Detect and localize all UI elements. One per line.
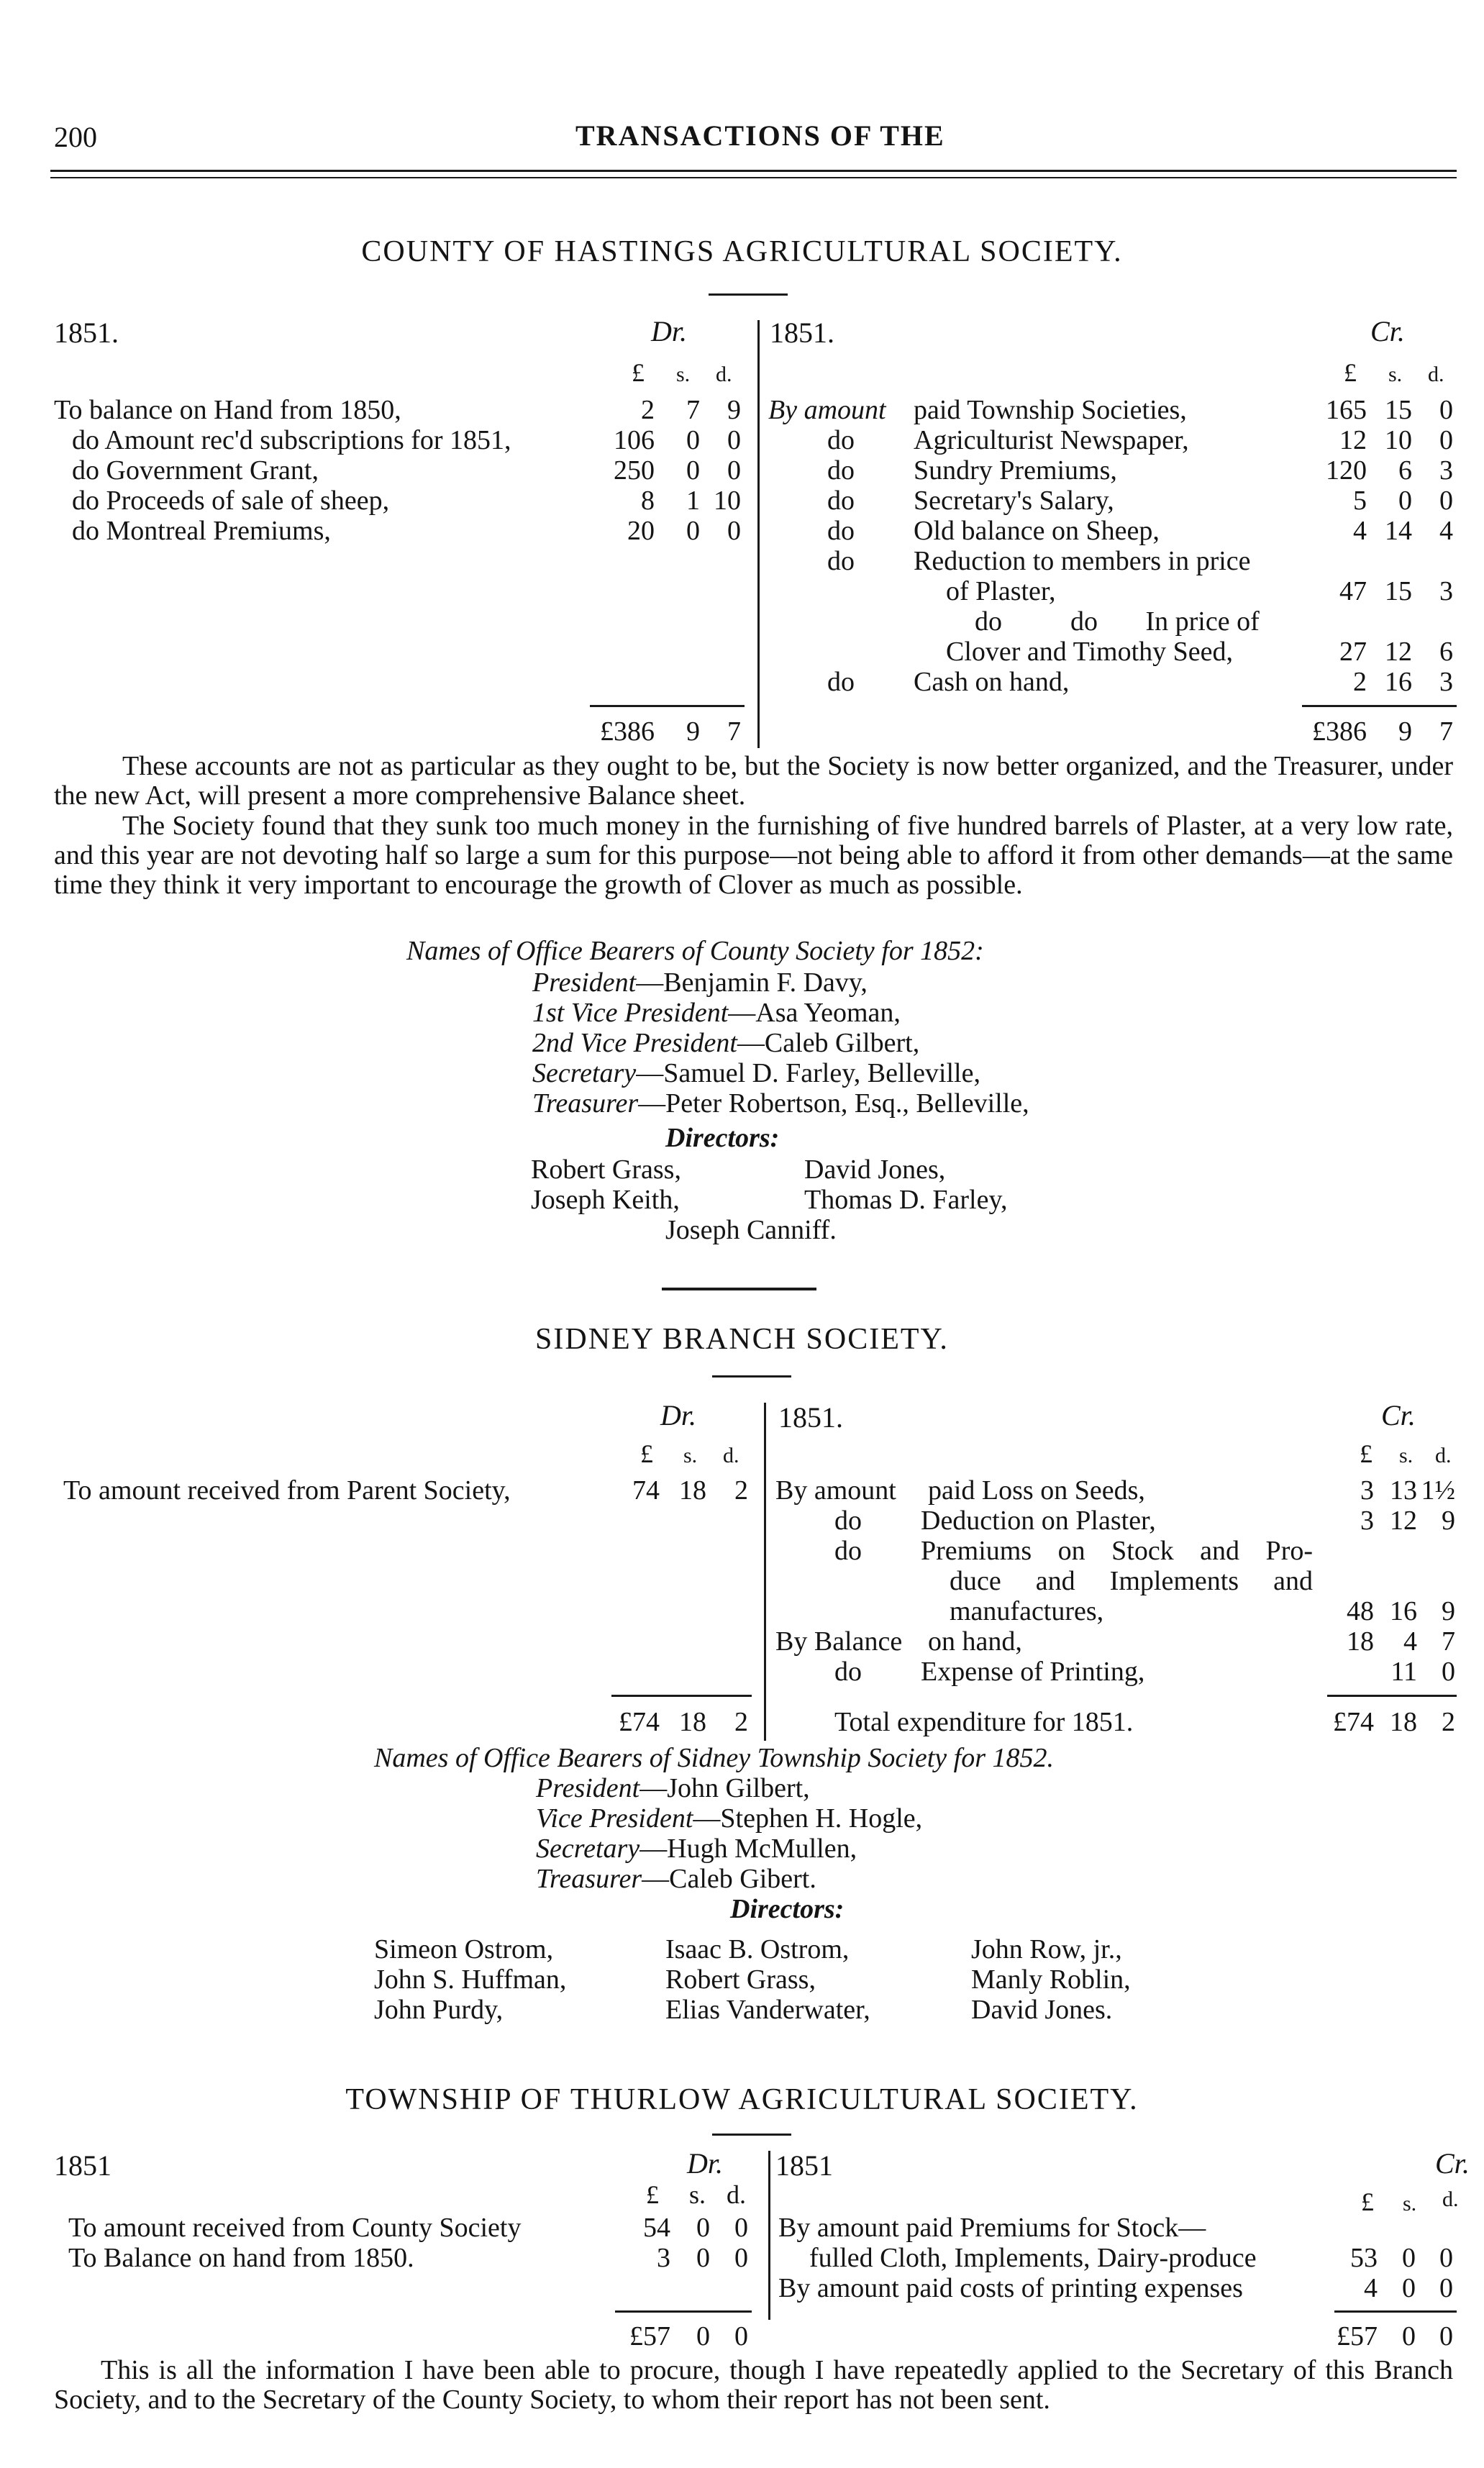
credit-prefix: do — [834, 1657, 862, 1687]
officer-role: Treasurer — [532, 1088, 639, 1119]
credit-label: do do In price of — [975, 606, 1260, 637]
debit-shillings: 18 — [679, 1475, 706, 1506]
officer-row: Treasurer—Caleb Gibert. — [536, 1864, 816, 1894]
credit-shillings: 4 — [1403, 1626, 1417, 1657]
county-dr-pound-header: £ — [632, 358, 645, 387]
credit-pence: 9 — [1442, 1596, 1455, 1626]
credit-shillings: 15 — [1385, 395, 1412, 425]
county-center-rule — [757, 320, 760, 748]
debit-pounds: 74 — [632, 1475, 660, 1506]
director-name: Thomas D. Farley, — [804, 1185, 1008, 1215]
debit-pence: 10 — [714, 486, 741, 516]
sidney-cr-shilling-header: s. — [1399, 1444, 1414, 1467]
credit-label: Cash on hand, — [914, 667, 1070, 697]
credit-shillings: 6 — [1398, 455, 1412, 486]
county-directors-heading: Directors: — [665, 1123, 780, 1153]
credit-shillings: 13 — [1390, 1475, 1417, 1506]
thurlow-total-rule-right — [1334, 2310, 1457, 2313]
credit-pounds: 5 — [1353, 486, 1367, 516]
credit-pounds: 18 — [1347, 1626, 1374, 1657]
credit-shillings: 16 — [1385, 667, 1412, 697]
total-pounds: £74 — [1333, 1707, 1374, 1737]
director-name: Manly Roblin, — [971, 1964, 1131, 1995]
debit-pounds: 54 — [643, 2213, 670, 2243]
director-name: Robert Grass, — [665, 1964, 816, 1995]
total-shillings: 18 — [1390, 1707, 1417, 1737]
credit-shillings: 12 — [1385, 637, 1412, 667]
credit-shillings: 16 — [1390, 1596, 1417, 1626]
county-left-year: 1851. — [54, 317, 119, 349]
debit-label: do Proceeds of sale of sheep, — [72, 486, 390, 516]
officer-name: John Gilbert, — [667, 1773, 810, 1803]
credit-label: duce and Implements and — [950, 1566, 1313, 1596]
total-pence: 2 — [734, 1707, 748, 1737]
county-paragraph-1: These accounts are not as particular as they ought to be, but the Society is now better organized, and the Treasurer, under the new Act, will present a more comprehensive Balance sheet. — [54, 751, 1453, 811]
officer-name: Stephen H. Hogle, — [720, 1803, 923, 1834]
total-shillings: 0 — [1402, 2321, 1416, 2351]
director-name: Joseph Canniff. — [665, 1215, 837, 1245]
sidney-directors-heading: Directors: — [730, 1894, 845, 1924]
credit-label: paid Township Societies, — [914, 395, 1187, 425]
director-name: Joseph Keith, — [531, 1185, 680, 1215]
county-title: COUNTY OF HASTINGS AGRICULTURAL SOCIETY. — [361, 235, 1123, 268]
debit-pence: 0 — [734, 2243, 748, 2273]
total-shillings: 9 — [686, 716, 700, 747]
debit-pounds: 2 — [641, 395, 655, 425]
debit-label: do Amount rec'd subscriptions for 1851, — [72, 425, 511, 455]
county-cr-label: Cr. — [1370, 315, 1405, 347]
credit-pence: 0 — [1442, 1657, 1455, 1687]
debit-label: To amount received from Parent Society, — [63, 1475, 511, 1506]
debit-shillings: 0 — [686, 516, 700, 546]
credit-shillings: 0 — [1402, 2273, 1416, 2303]
debit-label: To amount received from County Society — [68, 2213, 522, 2243]
officer-name: Caleb Gibert. — [669, 1864, 816, 1894]
credit-shillings: 0 — [1398, 486, 1412, 516]
sidney-title: SIDNEY BRANCH SOCIETY. — [535, 1323, 949, 1356]
credit-pounds: 3 — [1360, 1506, 1374, 1536]
officer-row: Secretary—Samuel D. Farley, Belleville, — [532, 1058, 980, 1088]
credit-label: manufactures, — [950, 1596, 1104, 1626]
officer-name: Caleb Gilbert, — [764, 1028, 920, 1058]
director-name: John Purdy, — [374, 1995, 504, 2025]
credit-label: Old balance on Sheep, — [914, 516, 1160, 546]
credit-shillings: 10 — [1385, 425, 1412, 455]
total-pounds: £57 — [1337, 2321, 1378, 2351]
debit-label: do Montreal Premiums, — [72, 516, 331, 546]
thurlow-cr-pence-header: d. — [1442, 2187, 1459, 2211]
credit-pence: 1½ — [1421, 1475, 1455, 1506]
thurlow-cr-pound-header: £ — [1361, 2187, 1374, 2216]
credit-prefix: By amount — [775, 1475, 896, 1506]
credit-pence: 0 — [1439, 2273, 1453, 2303]
total-shillings: 0 — [696, 2321, 710, 2351]
credit-pence: 9 — [1442, 1506, 1455, 1536]
officer-role: Treasurer — [536, 1864, 642, 1894]
officer-name: Hugh McMullen, — [667, 1834, 857, 1864]
credit-label: on hand, — [928, 1626, 1022, 1657]
credit-shillings: 14 — [1385, 516, 1412, 546]
director-name: David Jones. — [971, 1995, 1113, 2025]
officer-row: President—Benjamin F. Davy, — [532, 967, 868, 998]
credit-pounds: 12 — [1339, 425, 1367, 455]
credit-prefix: do — [827, 455, 855, 486]
credit-label: Clover and Timothy Seed, — [946, 637, 1234, 667]
thurlow-right-year: 1851 — [775, 2149, 833, 2182]
thurlow-dr-label: Dr. — [687, 2147, 724, 2180]
officer-name: Samuel D. Farley, Belleville, — [663, 1058, 980, 1088]
debit-shillings: 0 — [686, 425, 700, 455]
total-pence: 0 — [734, 2321, 748, 2351]
thurlow-dr-shilling-header: s. — [689, 2180, 706, 2209]
county-total-rule-left — [590, 705, 745, 707]
director-name: Simeon Ostrom, — [374, 1934, 554, 1964]
thurlow-cr-label: Cr. — [1435, 2147, 1470, 2180]
officer-name: Peter Robertson, Esq., Belleville, — [665, 1088, 1029, 1119]
total-pence: 7 — [1439, 716, 1453, 747]
credit-pounds: 120 — [1326, 455, 1367, 486]
credit-prefix: do — [827, 425, 855, 455]
officer-role: 1st Vice President — [532, 998, 729, 1028]
debit-pounds: 106 — [614, 425, 655, 455]
credit-pounds: 4 — [1364, 2273, 1378, 2303]
debit-pounds: 20 — [627, 516, 655, 546]
thurlow-closing-paragraph: This is all the information I have been able to procure, though I have repeatedly applied to the Secretary of this Branch Society, and to the Secretary of the County Society, to whom their report has not been sent. — [54, 2355, 1453, 2415]
credit-label: By amount paid costs of printing expenses — [778, 2273, 1243, 2303]
page-number: 200 — [54, 121, 97, 153]
credit-label: Reduction to members in price — [914, 546, 1251, 576]
debit-pence: 9 — [727, 395, 741, 425]
debit-shillings: 0 — [696, 2213, 710, 2243]
officer-row: Vice President—Stephen H. Hogle, — [536, 1803, 923, 1834]
total-pounds: £386 — [600, 716, 655, 747]
credit-pounds: 2 — [1353, 667, 1367, 697]
credit-pence: 6 — [1439, 637, 1453, 667]
credit-pence: 0 — [1439, 486, 1453, 516]
credit-shillings: 11 — [1390, 1657, 1417, 1687]
officer-role: President — [532, 967, 637, 998]
credit-pounds: 47 — [1339, 576, 1367, 606]
credit-shillings: 15 — [1385, 576, 1412, 606]
total-pence: 0 — [1439, 2321, 1453, 2351]
credit-pence: 0 — [1439, 2243, 1453, 2273]
sidney-dr-pound-header: £ — [640, 1439, 653, 1468]
debit-pence: 2 — [734, 1475, 748, 1506]
credit-pence: 7 — [1442, 1626, 1455, 1657]
sidney-cr-label: Cr. — [1381, 1399, 1416, 1431]
credit-pounds: 3 — [1360, 1475, 1374, 1506]
credit-label: Deduction on Plaster, — [921, 1506, 1156, 1536]
total-pence: 2 — [1442, 1707, 1455, 1737]
debit-pounds: 3 — [657, 2243, 670, 2273]
officer-row: Treasurer—Peter Robertson, Esq., Belleville, — [532, 1088, 1029, 1119]
officer-row: Secretary—Hugh McMullen, — [536, 1834, 857, 1864]
director-name: Robert Grass, — [531, 1155, 681, 1185]
county-cr-shilling-header: s. — [1388, 363, 1403, 386]
credit-prefix: By Balance — [775, 1626, 903, 1657]
sidney-dr-shilling-header: s. — [683, 1444, 698, 1467]
sidney-total-label: Total expenditure for 1851. — [834, 1707, 1134, 1737]
sidney-right-year: 1851. — [778, 1401, 843, 1434]
debit-label: To Balance on hand from 1850. — [68, 2243, 414, 2273]
section-divider — [662, 1288, 816, 1290]
credit-prefix: do — [834, 1506, 862, 1536]
header-rule-bottom — [50, 177, 1457, 178]
officer-row: President—John Gilbert, — [536, 1773, 810, 1803]
county-cr-pence-header: d. — [1428, 363, 1444, 386]
officer-role: President — [536, 1773, 640, 1803]
credit-pounds: 4 — [1353, 516, 1367, 546]
credit-label: Sundry Premiums, — [914, 455, 1117, 486]
total-pounds: £74 — [619, 1707, 660, 1737]
credit-pence: 3 — [1439, 576, 1453, 606]
officer-role: Secretary — [536, 1834, 640, 1864]
total-shillings: 18 — [679, 1707, 706, 1737]
thurlow-title-rule — [712, 2134, 791, 2136]
county-right-year: 1851. — [770, 317, 834, 349]
credit-label: of Plaster, — [946, 576, 1056, 606]
total-pounds: £386 — [1312, 716, 1367, 747]
thurlow-center-rule — [768, 2151, 770, 2320]
director-name: David Jones, — [804, 1155, 946, 1185]
credit-pence: 0 — [1439, 425, 1453, 455]
debit-pounds: 8 — [641, 486, 655, 516]
credit-pounds: 165 — [1326, 395, 1367, 425]
credit-prefix: By amount — [768, 395, 886, 425]
credit-label: Expense of Printing, — [921, 1657, 1145, 1687]
credit-label: fulled Cloth, Implements, Dairy-produce — [809, 2243, 1257, 2273]
county-dr-pence-header: d. — [716, 363, 732, 386]
sidney-title-rule — [712, 1375, 791, 1378]
credit-label: Agriculturist Newspaper, — [914, 425, 1189, 455]
thurlow-cr-shilling-header: s. — [1403, 2192, 1417, 2216]
sidney-total-rule-left — [611, 1695, 752, 1697]
credit-label: Premiums on Stock and Pro- — [921, 1536, 1313, 1566]
credit-label: Secretary's Salary, — [914, 486, 1114, 516]
credit-pence: 0 — [1439, 395, 1453, 425]
debit-label: To balance on Hand from 1850, — [54, 395, 401, 425]
officer-name: Asa Yeoman, — [755, 998, 901, 1028]
debit-pence: 0 — [727, 425, 741, 455]
thurlow-dr-pence-header: d. — [727, 2180, 746, 2209]
credit-label: paid Loss on Seeds, — [928, 1475, 1145, 1506]
officer-role: Secretary — [532, 1058, 637, 1088]
director-name: Isaac B. Ostrom, — [665, 1934, 850, 1964]
credit-prefix: do — [827, 546, 855, 576]
sidney-dr-pence-header: d. — [723, 1444, 739, 1467]
officer-role: 2nd Vice President — [532, 1028, 737, 1058]
total-pounds: £57 — [629, 2321, 670, 2351]
debit-shillings: 0 — [686, 455, 700, 486]
debit-pounds: 250 — [614, 455, 655, 486]
thurlow-title: TOWNSHIP OF THURLOW AGRICULTURAL SOCIETY. — [345, 2083, 1139, 2116]
credit-label: By amount paid Premiums for Stock— — [778, 2213, 1206, 2243]
debit-label: do Government Grant, — [72, 455, 319, 486]
sidney-center-rule — [764, 1403, 766, 1741]
debit-shillings: 1 — [686, 486, 700, 516]
officer-row: 1st Vice President—Asa Yeoman, — [532, 998, 901, 1028]
credit-pence: 3 — [1439, 667, 1453, 697]
debit-shillings: 0 — [696, 2243, 710, 2273]
total-shillings: 9 — [1398, 716, 1412, 747]
credit-pounds: 53 — [1350, 2243, 1378, 2273]
total-pence: 7 — [727, 716, 741, 747]
director-name: John S. Huffman, — [374, 1964, 567, 1995]
sidney-dr-label: Dr. — [660, 1399, 697, 1431]
credit-shillings: 12 — [1390, 1506, 1417, 1536]
director-name: John Row, jr., — [971, 1934, 1122, 1964]
county-total-rule-right — [1302, 705, 1457, 707]
credit-prefix: do — [827, 667, 855, 697]
county-title-rule — [709, 293, 788, 296]
credit-pence: 4 — [1439, 516, 1453, 546]
credit-shillings: 0 — [1402, 2243, 1416, 2273]
director-name: Elias Vanderwater, — [665, 1995, 870, 2025]
debit-pence: 0 — [727, 455, 741, 486]
credit-pounds: 48 — [1347, 1596, 1374, 1626]
running-title: TRANSACTIONS OF THE — [575, 119, 945, 152]
header-rule-top — [50, 170, 1457, 172]
debit-shillings: 7 — [686, 395, 700, 425]
sidney-officers-heading: Names of Office Bearers of Sidney Township Society for 1852. — [374, 1743, 1054, 1773]
sidney-cr-pence-header: d. — [1435, 1444, 1452, 1467]
county-dr-label: Dr. — [651, 315, 688, 347]
thurlow-left-year: 1851 — [54, 2149, 111, 2182]
debit-pence: 0 — [734, 2213, 748, 2243]
officer-name: Benjamin F. Davy, — [663, 967, 868, 998]
thurlow-total-rule-left — [615, 2310, 752, 2313]
debit-pence: 0 — [727, 516, 741, 546]
credit-prefix: do — [834, 1536, 862, 1566]
officer-role: Vice President — [536, 1803, 693, 1834]
county-officers-heading: Names of Office Bearers of County Society for 1852: — [406, 936, 984, 966]
sidney-total-rule-right — [1327, 1695, 1457, 1697]
thurlow-dr-pound-header: £ — [646, 2180, 659, 2209]
county-paragraph-2: The Society found that they sunk too much money in the furnishing of five hundred barrels of Plaster, at a very low rate, and this year are not devoting half so large a sum for this purpose—not being able to afford it from other demands—at the same time they think it very important to encourage the growth of Clover as much as possible. — [54, 811, 1453, 900]
credit-prefix: do — [827, 516, 855, 546]
officer-row: 2nd Vice President—Caleb Gilbert, — [532, 1028, 920, 1058]
sidney-cr-pound-header: £ — [1360, 1439, 1373, 1468]
credit-pence: 3 — [1439, 455, 1453, 486]
credit-prefix: do — [827, 486, 855, 516]
credit-pounds: 27 — [1339, 637, 1367, 667]
county-cr-pound-header: £ — [1344, 358, 1357, 387]
county-dr-shilling-header: s. — [676, 363, 691, 386]
